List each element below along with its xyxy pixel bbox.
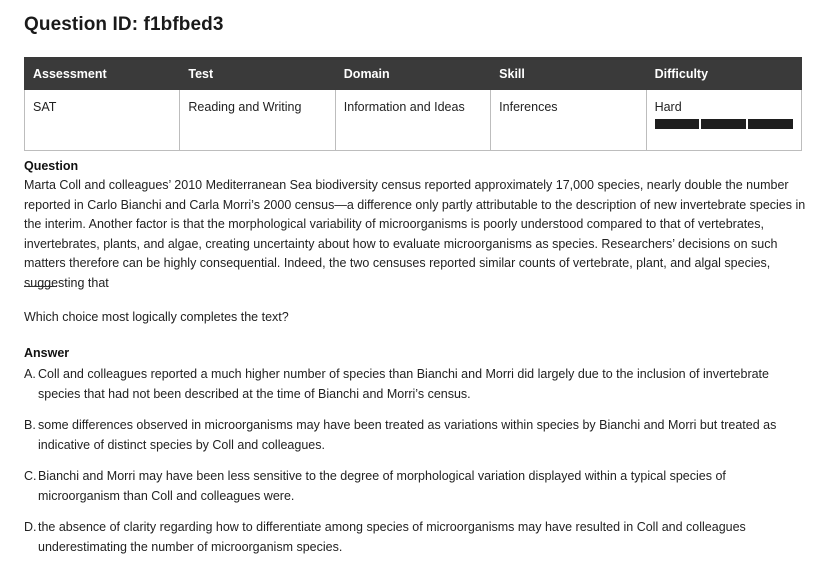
choice-letter: A. bbox=[24, 367, 36, 381]
question-passage: Marta Coll and colleagues’ 2010 Mediterranean Sea biodiversity census reported approximately 17,000 species, nearly double the number reported in Carlo Bianchi and Carla Morri’s 2000 census—a difference only partly attributable to the description of new invertebrate species in the interim. Another factor is that the morphological variability of microorganisms is poorly understood compared to that of vertebrates, invertebrates, plants, and algae, creating uncertainty about how to evaluate microorganisms as species. Researchers’ decisions on such matters therefore can be highly consequential. Indeed, the two censuses reported similar counts of vertebrate, plant, and algal species, suggesting that bbox=[24, 178, 806, 290]
value-difficulty-cell bbox=[646, 90, 801, 151]
choice-a bbox=[24, 364, 800, 404]
difficulty-bar bbox=[748, 119, 793, 129]
answer-blank bbox=[24, 286, 57, 287]
value-difficulty: Hard bbox=[654, 100, 682, 114]
difficulty-meter bbox=[655, 119, 793, 129]
page-title: Question ID: f1bfbed3 bbox=[24, 14, 224, 35]
choice-text: Coll and colleagues reported a much higher number of species than Bianchi and Morri did largely due to the inclusion of invertebrate species that had not been described at the time of Bianchi and Morri’s census. bbox=[38, 367, 769, 401]
choice-letter: C. bbox=[24, 469, 37, 483]
answer-label: Answer bbox=[24, 346, 70, 360]
value-domain: Information and Ideas bbox=[335, 90, 490, 151]
choice-text: the absence of clarity regarding how to differentiate among species of microorganisms may have resulted in Coll and colleagues underestimating the number of microorganism species. bbox=[38, 520, 746, 554]
meta-header-row bbox=[25, 58, 802, 90]
header-assessment: Assessment bbox=[25, 58, 180, 90]
choice-letter: B. bbox=[24, 418, 36, 432]
question-prompt: Which choice most logically completes the text? bbox=[24, 310, 289, 324]
choice-b bbox=[24, 415, 800, 455]
meta-value-row bbox=[25, 90, 802, 151]
value-test: Reading and Writing bbox=[180, 90, 335, 151]
header-test: Test bbox=[180, 58, 335, 90]
header-difficulty: Difficulty bbox=[646, 58, 801, 90]
header-skill: Skill bbox=[491, 58, 646, 90]
choice-text: Bianchi and Morri may have been less sensitive to the degree of morphological variation displayed within a typical species of microorganism than Coll and colleagues were. bbox=[38, 469, 726, 503]
difficulty-bar bbox=[701, 119, 746, 129]
question-label: Question bbox=[24, 159, 79, 173]
value-skill: Inferences bbox=[491, 90, 646, 151]
difficulty-bar bbox=[655, 119, 700, 129]
choice-letter: D. bbox=[24, 520, 37, 534]
header-domain: Domain bbox=[335, 58, 490, 90]
choice-c bbox=[24, 466, 800, 506]
value-assessment: SAT bbox=[25, 90, 180, 151]
choice-d bbox=[24, 517, 800, 557]
choice-text: some differences observed in microorganisms may have been treated as variations within species by Bianchi and Morri but treated as indicative of distinct species by Coll and colleagues. bbox=[38, 418, 777, 452]
question-meta-table bbox=[24, 57, 802, 151]
